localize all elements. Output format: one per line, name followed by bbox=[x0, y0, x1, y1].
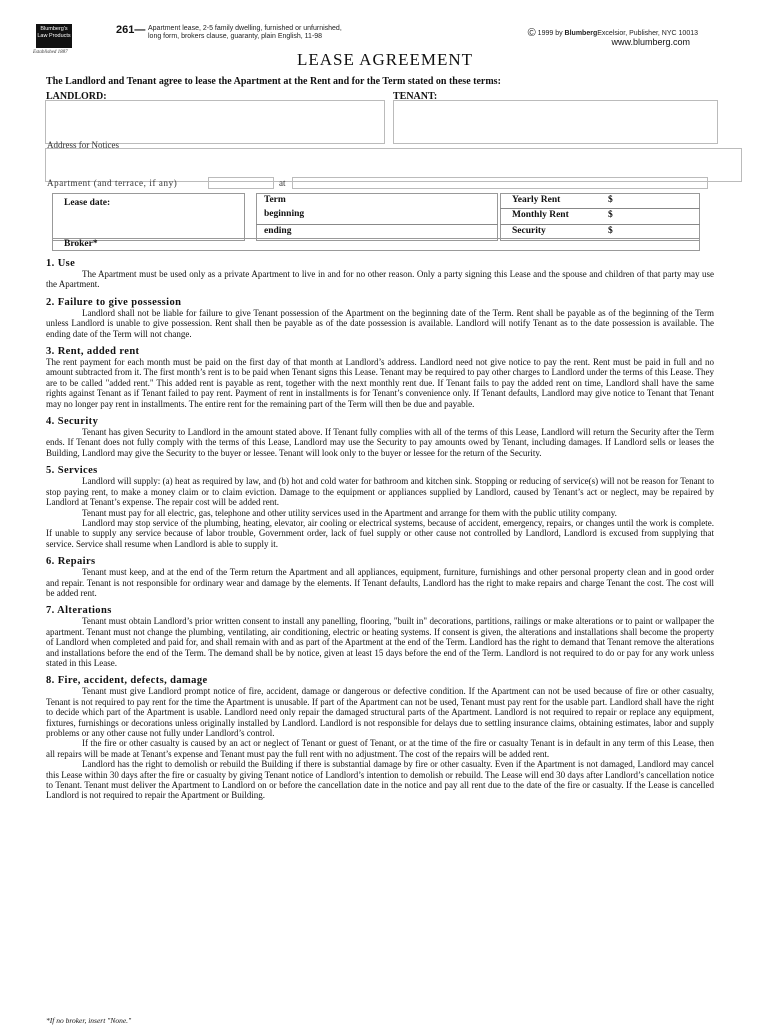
logo-subtext: Established 1887 bbox=[33, 50, 68, 55]
apartment-at-label: at bbox=[279, 178, 286, 188]
monthly-rent-label: Monthly Rent bbox=[512, 210, 569, 220]
term-label: Term bbox=[264, 195, 286, 205]
section-fire-accident bbox=[46, 675, 714, 800]
section-paragraph: Tenant must keep, and at the end of the Term return the Apartment and all appliances, equipment, furniture, furnishings and other personal property clean and in good order and repair. Tenant is not responsible for ordinary wear and damage by the elements. If Tenant defaults, Landlord has the right to make repairs and charge Tenant the cost. The cost will be added rent. bbox=[46, 567, 714, 598]
term-divider bbox=[256, 224, 498, 225]
section-paragraph: Landlord has the right to demolish or rebuild the Building if there is substantial damage by fire or other casualty. Even if the Apartment is not damaged, Landlord may cancel this Lease within 30 days after the fire or casualty by giving Tenant notice of Landlord’s intention to demolish or rebuild. The Lease will end 30 days after Landlord’s cancellation notice to Tenant. Tenant must deliver the Apartment to Landlord on or before the cancellation date in the notice and pay all rent due to the date of the fire or casualty. If the Lease is cancelled Landlord is not required to repair the Apartment or Building. bbox=[46, 759, 714, 801]
section-heading: 7. Alterations bbox=[46, 605, 112, 617]
address-label: Address for Notices bbox=[47, 140, 119, 150]
section-rent bbox=[46, 346, 714, 409]
website-link[interactable]: www.blumberg.com bbox=[611, 37, 690, 47]
section-heading: 4. Security bbox=[46, 416, 99, 428]
broker-box[interactable] bbox=[52, 238, 700, 251]
section-repairs bbox=[46, 556, 714, 598]
lease-date-label: Lease date: bbox=[64, 198, 111, 208]
section-heading: 3. Rent, added rent bbox=[46, 346, 140, 358]
landlord-field[interactable] bbox=[45, 100, 385, 144]
section-paragraph: Tenant must obtain Landlord’s prior written consent to install any panelling, flooring, "built in" decorations, partitions, railings or make alterations or to paint or wallpaper the apartment. Tenant must not change the plumbing, ventilating, air conditioning, electric or heating systems. If consent is given, the alterations and installations shall become the property of Landlord when completed and paid for, and shall remain with and as part of the Apartment at the end of the Term. Landlord has the right to demand that Tenant remove the alterations and installations before the end of the Term. The demand shall be by notice, given at least 15 days before the end of the Term. Landlord is not required to do or pay for any work unless stated in this Lease. bbox=[46, 616, 714, 668]
apartment-address-field[interactable] bbox=[292, 177, 708, 189]
section-alterations bbox=[46, 605, 714, 668]
beginning-label: beginning bbox=[264, 209, 305, 219]
landlord-label: LANDLORD: bbox=[46, 91, 107, 102]
monthly-rent-dollar: $ bbox=[608, 210, 613, 220]
tenant-label: TENANT: bbox=[393, 91, 438, 102]
yearly-rent-label: Yearly Rent bbox=[512, 195, 561, 205]
copyright-year: 1999 by bbox=[537, 30, 563, 37]
section-heading: 8. Fire, accident, defects, damage bbox=[46, 675, 208, 687]
section-failure-to-give-possession bbox=[46, 297, 714, 339]
security-label: Security bbox=[512, 226, 546, 236]
tenant-field[interactable] bbox=[393, 100, 718, 144]
intro-statement: The Landlord and Tenant agree to lease the Apartment at the Rent and for the Term stated on these terms: bbox=[46, 76, 501, 87]
yearly-rent-dollar: $ bbox=[608, 195, 613, 205]
form-number: 261— bbox=[116, 24, 146, 36]
section-paragraph: The rent payment for each month must be paid on the first day of that month at Landlord’s address. Landlord need not give notice to pay the rent. Rent must be paid in full and no amount subtracted from it. The first month’s rent is to be paid when Tenant signs this Lease. Tenant may be required to pay other charges to Landlord under the terms of this Lease. They are to be called "added rent." This added rent is payable as rent, together with the next monthly rent due. If Tenant fails to pay the added rent on time, Landlord shall have the same rights against Tenant as if Tenant failed to pay rent. Payment of rent in installments is for Tenant’s convenience only. If Tenant defaults, Landlord may give notice to Tenant that Tenant may no longer pay rent in installments. The entire rent for the remaining part of the Term will then be due and payable. bbox=[46, 357, 714, 409]
apartment-label: Apartment (and terrace, if any) bbox=[47, 178, 178, 188]
section-security bbox=[46, 416, 714, 458]
section-heading: 5. Services bbox=[46, 465, 98, 477]
form-description bbox=[148, 25, 342, 41]
rent-divider bbox=[500, 208, 700, 209]
sections-container bbox=[46, 258, 714, 801]
publisher-address: Excelsior, Publisher, NYC 10013 bbox=[597, 30, 698, 37]
section-paragraph: Landlord may stop service of the plumbing, heating, elevator, air cooling or electrical systems, because of accident, emergency, repairs, or changes until the work is complete. If unable to supply any service because of labor trouble, Government order, lack of fuel supply or other cause not controlled by Landlord, Landlord is excused from supplying that service. Service shall resume when Landlord is able to supply it. bbox=[46, 517, 714, 549]
publisher-logo bbox=[36, 24, 72, 48]
section-paragraph: Tenant must pay for all electric, gas, telephone and other utility services used in the Apartment and arrange for them with the public utility company. bbox=[82, 507, 617, 518]
form-description-line: Apartment lease, 2-5 family dwelling, furnished or unfurnished, bbox=[148, 25, 342, 32]
rent-divider bbox=[500, 224, 700, 225]
apartment-number-field[interactable] bbox=[208, 177, 274, 189]
form-description-line: long form, brokers clause, guaranty, plain English, 11-98 bbox=[148, 33, 323, 40]
section-paragraph: Landlord will supply: (a) heat as required by law, and (b) hot and cold water for bathroom and kitchen sink. Stopping or reducing of service(s) will not be reason for Tenant to stop paying rent, to make a money claim or to claim eviction. Damage to the equipment or appliances supplied by Landlord, caused by Tenant’s act or neglect, may be repaired by Landlord at Tenant’s expense. The repair cost will be added rent. bbox=[46, 476, 714, 508]
broker-label: Broker* bbox=[64, 239, 98, 249]
page-title: LEASE AGREEMENT bbox=[296, 50, 474, 69]
section-paragraph: Tenant must give Landlord prompt notice of fire, accident, damage or dangerous or defective condition. If the Apartment can not be used because of fire or other casualty, Tenant is not required to pay rent for the time the Apartment is unusable. If part of the Apartment can not be used, Tenant must pay rent for the usable part. Landlord shall have the right to decide which part of the Apartment is usable. Landlord need only repair the damaged structural parts of the Apartment. Landlord is not required to repair or replace any equipment, fixtures, furnishings or decorations unless originally installed by Landlord. Landlord is not responsible for delays due to settling insurance claims, obtaining estimates, labor and supply problems or any other cause not fully under Landlord’s control. bbox=[46, 686, 714, 738]
copyright-symbol: © bbox=[527, 27, 536, 39]
section-heading: 2. Failure to give possession bbox=[46, 296, 182, 308]
section-services bbox=[46, 465, 714, 549]
section-paragraph: If the fire or other casualty is caused by an act or neglect of Tenant or guest of Tenant, or at the time of the fire or casualty Tenant is in default in any term of this Lease, then all repairs will be made at Tenant’s expense and Tenant must pay the full rent with no adjustment. The cost of the repairs will be added rent. bbox=[46, 738, 714, 759]
section-paragraph: Landlord shall not be liable for failure to give Tenant possession of the Apartment on the beginning date of the Term. Rent shall be payable as of the beginning of the Term unless Landlord is unable to give possession. Rent shall then be payable as of the date possession is available. Landlord will notify Tenant as to the date possession is available. The ending date of the Term will not change. bbox=[46, 307, 714, 339]
publisher-name: Blumberg bbox=[564, 30, 598, 37]
footnote: *If no broker, insert "None." bbox=[46, 1016, 132, 1025]
section-heading: 1. Use bbox=[46, 258, 76, 269]
section-heading: 6. Repairs bbox=[46, 556, 96, 568]
security-dollar: $ bbox=[608, 226, 613, 236]
logo-text: Blumberg's Law Products bbox=[37, 26, 71, 39]
section-paragraph: The Apartment must be used only as a private Apartment to live in and for no other reason. Only a party signing this Lease and the spouse and children of that party may use the Apartment. bbox=[46, 269, 714, 290]
section-use bbox=[46, 258, 714, 290]
ending-label: ending bbox=[264, 226, 292, 236]
section-paragraph: Tenant has given Security to Landlord in the amount stated above. If Tenant fully complies with all of the terms of this Lease, Landlord will return the Security after the Term ends. If Tenant does not fully comply with the terms of this Lease, Landlord may use the Security to pay amounts owed by Tenant, including damages. If Landlord sells or leases the Building, Landlord may give the Security to the buyer or lessee. Tenant will look only to the buyer or lessee for the return of the Security. bbox=[46, 427, 714, 458]
